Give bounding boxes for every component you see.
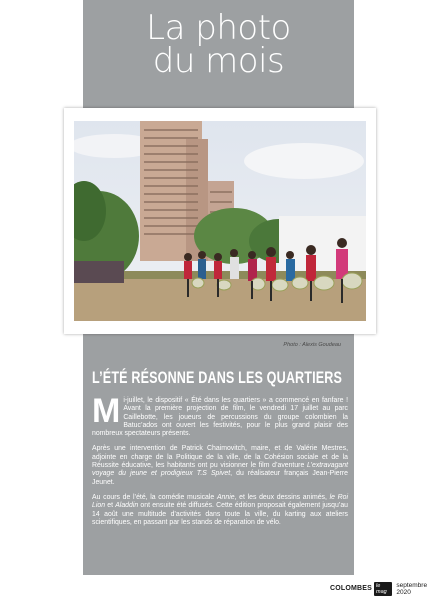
paragraph-1-text: i-juillet, le dispositif « Été dans les quartiers » a commencé en fanfare ! Avant la première projection de film, le vendredi 17 juillet au parc Caillebotte, les joueurs de percussions du groupe colombien la Batuc’ados ont ouvert les festivités, pour le plus grand plaisir des nombreux spectateurs présents. — [92, 397, 348, 438]
paragraph-2-text-end: , du réalisateur français Jean-Pierre Jeunet. — [92, 470, 348, 486]
issue-date: septembre 2020 — [396, 581, 428, 596]
film-title-3: Aladdin — [115, 502, 139, 510]
paragraph-3-text-4: ont ensuite été diffusés. Cette édition proposait également jusqu’au 14 août une multitude d’activités dans toute la ville, du karting aux ateliers scientifiques, en passant par les stands de réparation de vélo. — [92, 502, 348, 526]
article-headline: L’ÉTÉ RÉSONNE DANS LES QUARTIERS — [92, 368, 343, 387]
dropcap: M — [92, 392, 121, 430]
paragraph-3-text-3: et — [105, 502, 116, 510]
paragraph-3-text: Au cours de l’été, la comédie musicale — [92, 493, 217, 501]
musical-title: Annie — [216, 493, 235, 501]
title-line-2: du mois — [152, 41, 285, 81]
paragraph-3-text-2: , et les deux dessins animés, — [234, 493, 330, 501]
paragraph-2 — [92, 445, 348, 486]
photo-credit: Photo : Alexis Goudeau — [283, 342, 341, 348]
paragraph-2-text: Après une intervention de Patrick Chaimovitch, maire, et de Valérie Mestres, adjointe en charge de la Politique de la ville, de la Cohésion sociale et de la Réussite éducative, les habitants ont pu visionner le film d’aventure — [92, 445, 348, 470]
title-line-1: La photo — [146, 8, 291, 48]
featured-photo — [74, 121, 366, 321]
paragraph-3 — [92, 494, 348, 527]
brand-name: COLOMBES — [330, 585, 373, 592]
page-footer — [330, 583, 437, 594]
page-title — [83, 8, 354, 81]
brand-badge: le mag — [374, 582, 392, 596]
paragraph-1 — [92, 392, 348, 438]
article-body — [92, 392, 349, 534]
film-title-2: le Roi Lion — [92, 493, 349, 510]
photo-frame — [64, 108, 376, 334]
film-title: L’extravagant voyage du jeune et prodigieux T.S Spivet — [92, 462, 348, 478]
